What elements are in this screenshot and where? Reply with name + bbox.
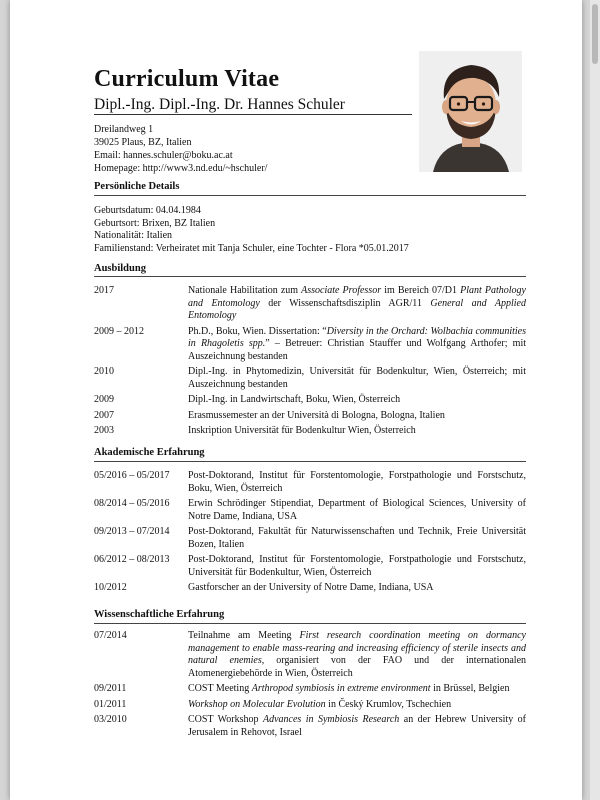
entry-text [188,699,526,712]
profile-photo [419,51,522,172]
entry-text-segment: ” – Betreuer: Christian Stauffer und Wolfgang Arthofer; mit Auszeichnung bestanden [188,338,526,362]
entry-text-segment: Gastforscher an der University of Notre Dame, Indiana, USA [188,582,434,593]
entry-date: 2007 [94,409,114,421]
vertical-scrollbar[interactable] [590,0,600,800]
entry-text [188,410,526,423]
entry-date: 05/2016 – 05/2017 [94,470,170,481]
entry-date: 2017 [94,285,114,296]
entry-text-segment: , organisiert von der FAO und der internationalen Atomenergiebehörde in Wien, Österreich [188,655,527,679]
address-city: 39025 Plaus, BZ, Italien [94,137,192,148]
section-divider [94,623,526,624]
entry-text [188,285,526,323]
entry-date: 08/2014 – 05/2016 [94,498,170,509]
entry-text-segment: Dipl.-Ing. in Phytomedizin, Universität für Bodenkultur, Wien, Österreich; mit Auszeichnung bestanden [188,366,526,390]
address-street: Dreilandweg 1 [94,124,154,135]
entry-text [188,683,526,696]
entry-date: 01/2011 [94,698,127,710]
entry-text-segment: im Bereich 07/D1 [381,285,461,296]
cv-entry [94,285,526,323]
scientific-list [94,630,526,742]
entry-text-segment: Post-Doktorand, Institut für Forstentomologie, Forstpathologie und Forstschutz, Universität für Bodenkultur, Wien, Österreich [188,554,526,578]
detail-line: Geburtsort: Brixen, BZ Italien [94,217,216,229]
entry-date: 09/2013 – 07/2014 [94,526,170,537]
entry-text-segment: COST Workshop [188,714,263,725]
entry-text [188,526,526,551]
entry-date: 2003 [94,425,114,436]
person-name: Dipl.-Ing. Dipl.-Ing. Dr. Hannes Schuler [94,96,345,113]
section-title-scientific: Wissenschaftliche Erfahrung [94,609,225,620]
detail-line: Nationalität: Italien [94,230,173,241]
entry-date: 09/2011 [94,683,127,694]
entry-text-italic: First research coordination meeting on dormancy management to enable mass-rearing and increasing efficiency of sterile insects and natural enemies [188,630,526,666]
entry-text-segment: der Wissenschaftsdisziplin AGR/11 [259,297,431,309]
entry-text-italic: Plant Pathology and Entomology [188,285,526,309]
entry-text [188,554,526,579]
entry-text-italic: Diversity in the Orchard: Wolbachia communities in Rhagoletis spp. [188,325,526,349]
entry-text [188,425,526,438]
entry-text [188,630,526,680]
cv-page [10,0,582,800]
entry-text [188,366,526,391]
entry-text-segment: in Český Krumlov, Tschechien [325,698,452,710]
entry-text-segment: an der Hebrew University of Jerusalem in Rehovot, Israel [188,714,526,738]
cv-entry [94,582,526,595]
detail-line: Familienstand: Verheiratet mit Tanja Schuler, eine Tochter - Flora *05.01.2017 [94,242,409,254]
address-block [94,123,267,175]
portrait-image [419,51,522,172]
section-title-education: Ausbildung [94,263,146,274]
entry-text-italic: General and Applied Entomology [188,297,526,321]
entry-date: 03/2010 [94,714,127,725]
entry-text-segment: in Brüssel, Belgien [430,683,510,694]
cv-entry [94,394,526,407]
entry-text-italic: Advances in Symbiosis Research [262,714,400,725]
cv-entry [94,425,526,438]
homepage-line[interactable]: Homepage: http://www3.nd.edu/~hschuler/ [94,163,268,174]
section-title-academic: Akademische Erfahrung [94,447,205,458]
personal-details [94,205,409,255]
section-divider [94,276,526,277]
cv-entry [94,366,526,391]
entry-text [188,394,526,407]
entry-date: 10/2012 [94,582,127,593]
detail-line: Geburtsdatum: 04.04.1984 [94,205,201,216]
entry-text [188,470,526,495]
entry-text-segment: Erwin Schrödinger Stipendiat, Department of Biological Sciences, University of Notre Dame, Indiana, USA [188,498,526,522]
cv-entry [94,526,526,551]
section-divider [94,195,526,196]
cv-entry [94,470,526,495]
entry-text-segment: Post-Doktorand, Fakultät für Naturwissenschaften und Technik, Freie Universität Bozen, Italien [188,526,526,550]
entry-text [188,498,526,523]
entry-date: 2009 – 2012 [94,325,144,337]
academic-list [94,470,526,598]
cv-entry [94,326,526,364]
entry-text-segment: Erasmussemester an der Università di Bologna, Bologna, Italien [188,409,445,421]
entry-text [188,326,526,364]
section-title-personal: Persönliche Details [94,181,180,192]
entry-date: 2009 [94,394,114,405]
entry-text-segment: Teilnahme am Meeting [188,630,300,641]
entry-text-segment: Dipl.-Ing. in Landwirtschaft, Boku, Wien, Österreich [188,394,401,405]
page-title: Curriculum Vitae [94,66,280,92]
entry-text-italic: Associate Professor [301,285,382,296]
entry-text-segment: COST Meeting [188,683,252,694]
education-list [94,285,526,441]
entry-text-italic: Workshop on Molecular Evolution [188,698,326,710]
entry-text [188,582,526,595]
entry-date: 2010 [94,366,114,377]
cv-entry [94,410,526,423]
entry-text-italic: Arthropod symbiosis in extreme environment [251,683,431,694]
cv-entry [94,699,526,712]
entry-date: 06/2012 – 08/2013 [94,554,170,565]
email-line[interactable]: Email: hannes.schuler@boku.ac.at [94,150,233,161]
entry-text-segment: Ph.D., Boku, Wien. Dissertation: “ [188,325,327,337]
entry-text-segment: Nationale Habilitation zum [188,285,302,296]
name-divider [94,114,412,115]
entry-text-segment: Inskription Universität für Bodenkultur Wien, Österreich [188,425,416,436]
cv-entry [94,630,526,680]
cv-entry [94,683,526,696]
cv-entry [94,554,526,579]
cv-entry [94,498,526,523]
section-divider [94,461,526,462]
entry-date: 07/2014 [94,630,127,641]
entry-text [188,714,526,739]
scrollbar-thumb[interactable] [592,4,598,64]
cv-entry [94,714,526,739]
entry-text-segment: Post-Doktorand, Institut für Forstentomologie, Forstpathologie und Forstschutz, Boku, Wien, Österreich [188,470,526,494]
